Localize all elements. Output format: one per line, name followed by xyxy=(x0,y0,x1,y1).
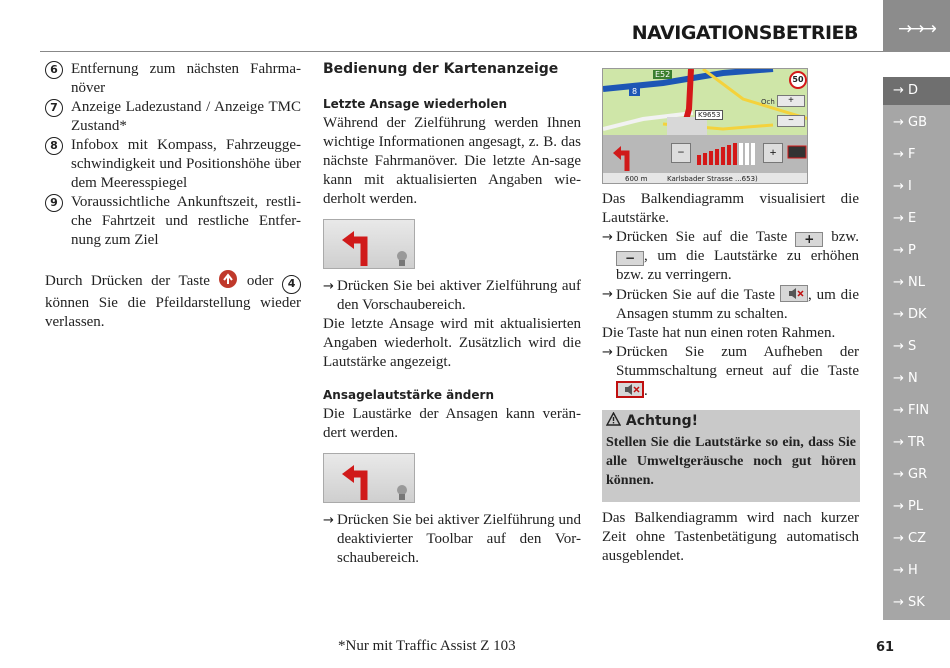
number-badge: 8 xyxy=(45,137,63,155)
sidebar-item-cz[interactable]: → CZ xyxy=(893,531,927,546)
volume-down-button[interactable]: − xyxy=(777,115,805,127)
sidebar-item-f[interactable]: → F xyxy=(893,147,916,162)
number-badge: 6 xyxy=(45,61,63,79)
step-arrow-icon: → xyxy=(602,287,613,302)
turn-arrow-icon xyxy=(607,135,647,173)
plus-key-icon: + xyxy=(795,232,823,247)
sidebar-item-n[interactable]: → N xyxy=(893,371,918,386)
speed-limit-sign: 50 xyxy=(789,71,807,89)
paragraph: Das Balkendiagramm wird nach kurzer Zeit ohne Tastenbetätigung automatisch ausgeblendet. xyxy=(602,510,859,564)
turn-left-arrow-icon xyxy=(324,454,416,504)
sidebar-item-gr[interactable]: → GR xyxy=(893,467,928,482)
volume-bar-chart xyxy=(695,141,765,165)
warning-box xyxy=(602,410,860,502)
sidebar-item-tr[interactable]: → TR xyxy=(893,435,925,450)
section-title: Bedienung der Kartenanzeige xyxy=(323,61,559,77)
sidebar-item-e[interactable]: → E xyxy=(893,211,917,226)
sidebar-item-nl[interactable]: → NL xyxy=(893,275,925,290)
sidebar-item-p[interactable]: → P xyxy=(893,243,916,258)
middle-column xyxy=(323,60,581,568)
instruction-step: → Drücken Sie auf die Taste + bzw. − , um die Lautstärke zu erhöhen bzw. zu verringern. xyxy=(602,229,860,283)
page-number: 61 xyxy=(876,640,895,655)
instruction-step: → Drücken Sie bei aktiver Zielführung und deaktivierter Toolbar auf den Vor-schaubereich. xyxy=(323,512,581,566)
paragraph: Während der Zielführung werden Ihnen wichtige Informationen angesagt, z. B. das nächste Fahrmanöver. Die letzte An-sage kann mit aktualisierten Angaben wie-derholt werden. xyxy=(323,115,581,207)
number-badge: 9 xyxy=(45,194,63,212)
place-label: Och xyxy=(761,98,775,106)
toolbar-plus-button[interactable]: + xyxy=(763,143,783,163)
list-item-text: Entfernung zum nächsten Fahrma-növer xyxy=(71,61,301,96)
step-arrow-icon: → xyxy=(602,230,613,245)
right-column xyxy=(602,190,859,401)
paragraph: Die Laustärke der Ansagen kann verän-dert werden. xyxy=(323,406,581,441)
number-badge: 4 xyxy=(282,275,301,294)
footnote: *Nur mit Traffic Assist Z 103 xyxy=(338,638,516,654)
sidebar-item-pl[interactable]: → PL xyxy=(893,499,924,514)
left-column xyxy=(45,60,301,332)
minus-key-icon: − xyxy=(616,251,644,266)
map-screenshot xyxy=(602,68,808,184)
paragraph: Das Balkendiagramm visualisiert die Lautstärke. xyxy=(602,191,859,226)
list-item xyxy=(45,60,301,98)
sidebar-item-sk[interactable]: → SK xyxy=(893,595,925,610)
number-badge: 7 xyxy=(45,99,63,117)
list-item xyxy=(45,193,301,250)
header-arrows: →→→ xyxy=(883,0,950,52)
mute-key-icon xyxy=(780,285,808,302)
paragraph: Die Taste hat nun einen roten Rahmen. xyxy=(602,325,836,341)
paragraph: Die letzte Ansage wird mit aktualisierten Angaben wiederholt. Zusätzlich wird die Lautstärke angezeigt. xyxy=(323,316,581,370)
turn-left-arrow-icon xyxy=(324,220,416,270)
sidebar-item-d[interactable]: → D xyxy=(883,77,950,105)
step-arrow-icon: → xyxy=(323,279,334,294)
arrow-return-paragraph: Durch Drücken der Taste oder 4 können Sie die Pfeildarstellung wieder verlassen. xyxy=(45,269,301,332)
sidebar-item-h[interactable]: → H xyxy=(893,563,918,578)
map-toolbar xyxy=(603,135,808,173)
distance-readout: 600 m xyxy=(625,175,648,183)
step-arrow-icon: → xyxy=(323,513,334,528)
map-status-bar xyxy=(603,173,808,184)
sidebar-item-fin[interactable]: → FIN xyxy=(893,403,930,418)
toolbar-minus-button[interactable]: − xyxy=(671,143,691,163)
list-item-text: Anzeige Ladezustand / Anzeige TMC Zustand* xyxy=(71,99,301,134)
mute-key-active-icon xyxy=(616,381,644,398)
instruction-step: → Drücken Sie bei aktiver Zielführung auf den Vorschaubereich. xyxy=(323,278,581,313)
display-icon xyxy=(787,145,807,161)
list-item-text: Voraussichtliche Ankunftszeit, restli-che Fahrtzeit und restliche Entfer-nung zum Ziel xyxy=(71,194,301,248)
warning-triangle-icon xyxy=(606,412,621,426)
instruction-step: → Drücken Sie auf die Taste , um die Ansagen stumm zu schalten. xyxy=(602,287,860,322)
warning-title: Achtung! xyxy=(606,412,856,429)
step-arrow-icon: → xyxy=(602,345,613,360)
preview-area-image xyxy=(323,219,415,269)
subsection-title: Ansagelautstärke ändern xyxy=(323,388,494,402)
subsection-title: Letzte Ansage wiederholen xyxy=(323,97,508,111)
list-item xyxy=(45,98,301,136)
instruction-step: → Drücken Sie zum Aufheben der Stummschaltung erneut auf die Taste . xyxy=(602,344,859,399)
preview-area-image xyxy=(323,453,415,503)
road-label: 8 xyxy=(629,87,640,96)
sidebar-item-gb[interactable]: → GB xyxy=(893,115,928,130)
sidebar-item-dk[interactable]: → DK xyxy=(893,307,927,322)
list-item-text: Infobox mit Kompass, Fahrzeugge-schwindigkeit und Positionshöhe über dem Meeresspiegel xyxy=(71,137,301,191)
header-divider xyxy=(40,51,883,52)
back-button-icon xyxy=(218,269,238,289)
volume-up-button[interactable]: + xyxy=(777,95,805,107)
list-item xyxy=(45,136,301,193)
street-name: Karlsbader Strasse ...653) xyxy=(667,175,758,183)
sidebar-item-i[interactable]: → I xyxy=(893,179,912,194)
road-label: E52 xyxy=(655,70,671,79)
sidebar-item-s[interactable]: → S xyxy=(893,339,917,354)
page-title: NAVIGATIONSBETRIEB xyxy=(631,22,858,44)
road-label: K9653 xyxy=(695,110,723,120)
language-sidebar xyxy=(883,77,950,620)
warning-text: Stellen Sie die Lautstärke so ein, dass Sie alle Umweltgeräusche noch gut hören können. xyxy=(606,435,856,488)
